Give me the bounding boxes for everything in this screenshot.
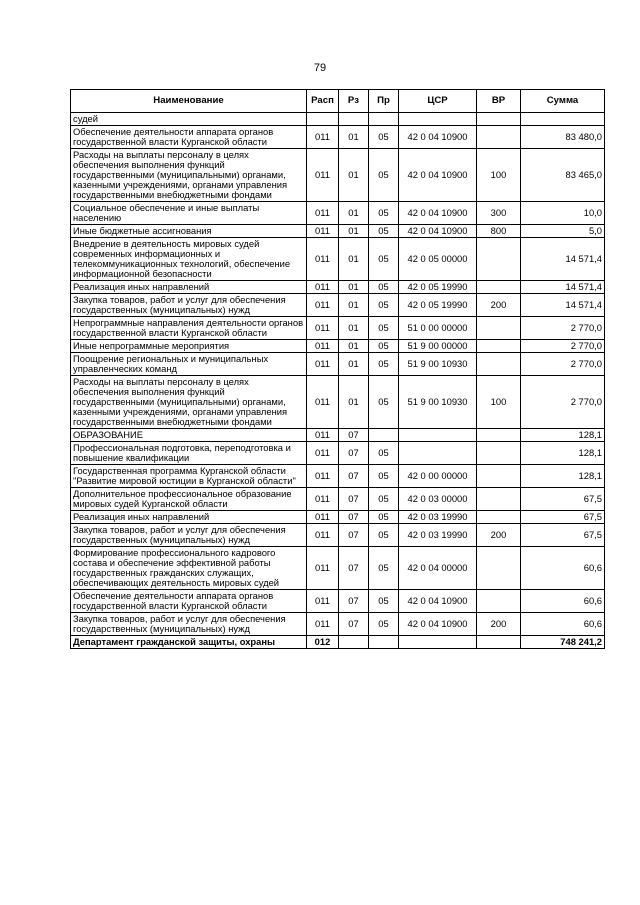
header-rasp: Расп <box>307 90 339 113</box>
cell-csr: 42 0 04 10900 <box>399 126 477 149</box>
cell-rasp: 011 <box>307 281 339 294</box>
cell-sum: 83 465,0 <box>521 149 605 202</box>
cell-name: Иные бюджетные ассигнования <box>71 225 307 238</box>
cell-pr: 05 <box>369 488 399 511</box>
cell-sum <box>521 113 605 126</box>
cell-sum: 748 241,2 <box>521 636 605 649</box>
cell-sum: 2 770,0 <box>521 340 605 353</box>
table-row <box>71 340 605 353</box>
cell-name: Государственная программа Курганской области "Развитие мировой юстиции в Курганской области" <box>71 465 307 488</box>
cell-pr: 05 <box>369 126 399 149</box>
cell-sum: 10,0 <box>521 202 605 225</box>
cell-vr <box>477 442 521 465</box>
cell-vr <box>477 238 521 281</box>
cell-vr <box>477 281 521 294</box>
cell-sum: 14 571,4 <box>521 294 605 317</box>
cell-pr: 05 <box>369 202 399 225</box>
cell-sum: 67,5 <box>521 511 605 524</box>
cell-rz: 07 <box>339 613 369 636</box>
budget-table <box>70 89 605 649</box>
cell-rasp: 011 <box>307 442 339 465</box>
cell-rasp: 011 <box>307 202 339 225</box>
cell-rasp <box>307 113 339 126</box>
cell-name: Формирование профессионального кадрового состава и обеспечение эффективной работы государственных гражданских служащих, обеспечивающих деятельность мировых судей <box>71 547 307 590</box>
cell-pr: 05 <box>369 547 399 590</box>
cell-csr: 42 0 00 00000 <box>399 465 477 488</box>
cell-vr: 100 <box>477 376 521 429</box>
cell-pr <box>369 113 399 126</box>
cell-name: Дополнительное профессиональное образование мировых судей Курганской области <box>71 488 307 511</box>
cell-name: судей <box>71 113 307 126</box>
table-row <box>71 429 605 442</box>
cell-pr <box>369 636 399 649</box>
cell-rasp: 011 <box>307 238 339 281</box>
cell-vr <box>477 547 521 590</box>
table-row <box>71 317 605 340</box>
cell-pr: 05 <box>369 442 399 465</box>
cell-vr: 200 <box>477 613 521 636</box>
cell-csr: 42 0 04 00000 <box>399 547 477 590</box>
cell-csr <box>399 636 477 649</box>
cell-name: Обеспечение деятельности аппарата органов государственной власти Курганской области <box>71 126 307 149</box>
table-row <box>71 225 605 238</box>
cell-csr: 42 0 05 19990 <box>399 281 477 294</box>
cell-rasp: 011 <box>307 488 339 511</box>
table-row <box>71 636 605 649</box>
table-body <box>71 113 605 649</box>
cell-rasp: 011 <box>307 317 339 340</box>
cell-rz: 07 <box>339 442 369 465</box>
cell-rz: 01 <box>339 202 369 225</box>
cell-sum: 2 770,0 <box>521 353 605 376</box>
cell-rasp: 011 <box>307 376 339 429</box>
cell-rasp: 011 <box>307 590 339 613</box>
cell-csr: 51 9 00 00000 <box>399 340 477 353</box>
cell-sum: 14 571,4 <box>521 281 605 294</box>
cell-rz <box>339 636 369 649</box>
cell-rasp: 011 <box>307 340 339 353</box>
table-header-row <box>71 90 605 113</box>
cell-csr: 42 0 03 19990 <box>399 524 477 547</box>
cell-vr: 200 <box>477 294 521 317</box>
cell-sum: 67,5 <box>521 524 605 547</box>
cell-name: Закупка товаров, работ и услуг для обеспечения государственных (муниципальных) нужд <box>71 294 307 317</box>
cell-rz: 07 <box>339 524 369 547</box>
cell-sum: 128,1 <box>521 442 605 465</box>
header-name: Наименование <box>71 90 307 113</box>
header-pr: Пр <box>369 90 399 113</box>
table-row <box>71 376 605 429</box>
cell-pr: 05 <box>369 590 399 613</box>
cell-vr <box>477 465 521 488</box>
cell-rz: 01 <box>339 281 369 294</box>
cell-name: Социальное обеспечение и иные выплаты населению <box>71 202 307 225</box>
table-row <box>71 524 605 547</box>
cell-pr: 05 <box>369 353 399 376</box>
cell-rz: 01 <box>339 294 369 317</box>
cell-rasp: 011 <box>307 524 339 547</box>
cell-name: Непрограммные направления деятельности органов государственной власти Курганской области <box>71 317 307 340</box>
cell-sum: 60,6 <box>521 613 605 636</box>
cell-rasp: 012 <box>307 636 339 649</box>
cell-rasp: 011 <box>307 149 339 202</box>
cell-sum: 128,1 <box>521 465 605 488</box>
cell-pr: 05 <box>369 524 399 547</box>
cell-name: Реализация иных направлений <box>71 281 307 294</box>
cell-rz: 07 <box>339 511 369 524</box>
cell-csr: 51 9 00 10930 <box>399 353 477 376</box>
cell-pr: 05 <box>369 511 399 524</box>
cell-rasp: 011 <box>307 126 339 149</box>
cell-pr: 05 <box>369 281 399 294</box>
cell-csr: 42 0 04 10900 <box>399 225 477 238</box>
cell-sum: 5,0 <box>521 225 605 238</box>
cell-csr: 42 0 04 10900 <box>399 149 477 202</box>
cell-pr: 05 <box>369 613 399 636</box>
cell-csr: 42 0 04 10900 <box>399 613 477 636</box>
cell-rz: 01 <box>339 225 369 238</box>
header-csr: ЦСР <box>399 90 477 113</box>
cell-rz: 01 <box>339 238 369 281</box>
cell-sum: 14 571,4 <box>521 238 605 281</box>
cell-rasp: 011 <box>307 511 339 524</box>
cell-vr: 200 <box>477 524 521 547</box>
cell-rasp: 011 <box>307 613 339 636</box>
cell-pr <box>369 429 399 442</box>
cell-csr <box>399 429 477 442</box>
header-vr: ВР <box>477 90 521 113</box>
cell-rasp: 011 <box>307 294 339 317</box>
cell-csr: 42 0 03 00000 <box>399 488 477 511</box>
cell-name: Профессиональная подготовка, переподготовка и повышение квалификации <box>71 442 307 465</box>
cell-name: Расходы на выплаты персоналу в целях обеспечения выполнения функций государственными (муниципальными) органами, казенными учреждениями, органами управления государственными внебюджетными фондами <box>71 149 307 202</box>
cell-pr: 05 <box>369 340 399 353</box>
cell-vr: 300 <box>477 202 521 225</box>
cell-rz <box>339 113 369 126</box>
cell-rasp: 011 <box>307 429 339 442</box>
cell-rz: 07 <box>339 547 369 590</box>
cell-csr: 42 0 05 19990 <box>399 294 477 317</box>
table-row <box>71 126 605 149</box>
table-row <box>71 442 605 465</box>
cell-csr: 42 0 05 00000 <box>399 238 477 281</box>
cell-pr: 05 <box>369 238 399 281</box>
table-row <box>71 113 605 126</box>
cell-pr: 05 <box>369 376 399 429</box>
cell-rasp: 011 <box>307 547 339 590</box>
cell-csr: 51 9 00 10930 <box>399 376 477 429</box>
cell-rz: 07 <box>339 590 369 613</box>
cell-vr: 100 <box>477 149 521 202</box>
cell-vr <box>477 126 521 149</box>
header-sum: Сумма <box>521 90 605 113</box>
page-number: 79 <box>313 62 327 74</box>
table-row <box>71 547 605 590</box>
table-row <box>71 149 605 202</box>
cell-vr <box>477 353 521 376</box>
cell-csr <box>399 113 477 126</box>
cell-name: Внедрение в деятельность мировых судей современных информационных и телекоммуникационных технологий, обеспечение информационной безопасности <box>71 238 307 281</box>
cell-sum: 2 770,0 <box>521 376 605 429</box>
cell-csr <box>399 442 477 465</box>
cell-vr <box>477 429 521 442</box>
cell-rz: 01 <box>339 353 369 376</box>
cell-pr: 05 <box>369 149 399 202</box>
cell-name: Иные непрограммные мероприятия <box>71 340 307 353</box>
cell-rz: 01 <box>339 317 369 340</box>
cell-sum: 60,6 <box>521 590 605 613</box>
cell-rz: 07 <box>339 488 369 511</box>
table-row <box>71 488 605 511</box>
cell-csr: 42 0 04 10900 <box>399 590 477 613</box>
cell-name: Расходы на выплаты персоналу в целях обеспечения выполнения функций государственными (муниципальными) органами, казенными учреждениями, органами управления государственными внебюджетными фондами <box>71 376 307 429</box>
table-row <box>71 613 605 636</box>
cell-pr: 05 <box>369 294 399 317</box>
cell-rz: 07 <box>339 429 369 442</box>
cell-rz: 07 <box>339 465 369 488</box>
cell-rz: 01 <box>339 376 369 429</box>
table-row <box>71 202 605 225</box>
cell-name: Закупка товаров, работ и услуг для обеспечения государственных (муниципальных) нужд <box>71 613 307 636</box>
cell-vr <box>477 511 521 524</box>
header-rz: Рз <box>339 90 369 113</box>
table-row <box>71 353 605 376</box>
cell-vr <box>477 488 521 511</box>
table-row <box>71 465 605 488</box>
cell-rasp: 011 <box>307 225 339 238</box>
cell-vr <box>477 113 521 126</box>
cell-sum: 2 770,0 <box>521 317 605 340</box>
cell-sum: 83 480,0 <box>521 126 605 149</box>
cell-pr: 05 <box>369 225 399 238</box>
cell-vr <box>477 590 521 613</box>
table-row <box>71 238 605 281</box>
cell-sum: 60,6 <box>521 547 605 590</box>
cell-sum: 128,1 <box>521 429 605 442</box>
cell-rz: 01 <box>339 340 369 353</box>
cell-rz: 01 <box>339 126 369 149</box>
cell-rasp: 011 <box>307 465 339 488</box>
cell-vr <box>477 340 521 353</box>
cell-name: Департамент гражданской защиты, охраны <box>71 636 307 649</box>
cell-name: Поощрение региональных и муниципальных управленческих команд <box>71 353 307 376</box>
table-row <box>71 294 605 317</box>
cell-vr <box>477 636 521 649</box>
cell-csr: 42 0 04 10900 <box>399 202 477 225</box>
cell-csr: 42 0 03 19990 <box>399 511 477 524</box>
cell-rz: 01 <box>339 149 369 202</box>
table-row <box>71 590 605 613</box>
cell-rasp: 011 <box>307 353 339 376</box>
cell-name: ОБРАЗОВАНИЕ <box>71 429 307 442</box>
cell-pr: 05 <box>369 465 399 488</box>
cell-sum: 67,5 <box>521 488 605 511</box>
cell-name: Закупка товаров, работ и услуг для обеспечения государственных (муниципальных) нужд <box>71 524 307 547</box>
cell-pr: 05 <box>369 317 399 340</box>
cell-vr <box>477 317 521 340</box>
cell-name: Обеспечение деятельности аппарата органов государственной власти Курганской области <box>71 590 307 613</box>
cell-vr: 800 <box>477 225 521 238</box>
cell-name: Реализация иных направлений <box>71 511 307 524</box>
cell-csr: 51 0 00 00000 <box>399 317 477 340</box>
table-row <box>71 511 605 524</box>
table-row <box>71 281 605 294</box>
